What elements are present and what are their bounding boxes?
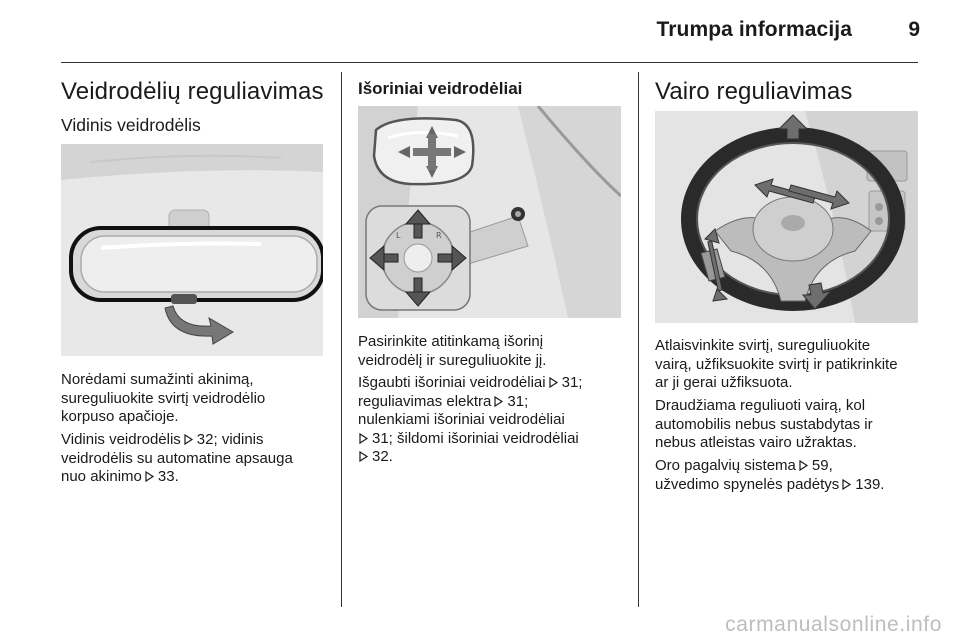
page-reference-arrow-icon: [798, 460, 809, 471]
text-line: Norėdami sumažinti akinimą,: [61, 371, 254, 388]
paragraph-interior-mirror-references: [61, 431, 293, 487]
page-reference-link[interactable]: 139.: [855, 475, 885, 493]
text-fragment: užvedimo spynelės padėtys: [655, 475, 840, 493]
page-reference-link[interactable]: 32.: [372, 448, 393, 465]
paragraph-glare-instructions: [61, 371, 265, 427]
text-fragment: nuo akinimo: [61, 468, 142, 485]
section-heading-steering-wheel-adjustment: Vairo reguliavimas: [655, 78, 853, 105]
page-reference-arrow-icon: [841, 479, 852, 490]
page-reference-arrow-icon: [183, 434, 194, 445]
column-divider-2: [638, 72, 639, 607]
text-line: ar ji gerai užfiksuota.: [655, 374, 793, 391]
paragraph-select-mirror: [358, 333, 546, 370]
interior-mirror-illustration: [61, 144, 323, 356]
text-fragment: reguliavimas elektra: [358, 392, 492, 410]
page-reference-arrow-icon: [144, 471, 155, 482]
subheading-exterior-mirrors: Išoriniai veidrodėliai: [358, 79, 523, 98]
svg-text:R: R: [436, 231, 442, 240]
text-fragment: Išgaubti išoriniai veidrodėliai: [358, 374, 546, 391]
text-line: korpuso apačioje.: [61, 408, 179, 425]
paragraph-steering-adjust-steps: [655, 337, 898, 393]
text-line: nulenkiami išoriniai veidrodėliai: [358, 411, 565, 428]
watermark: carmanualsonline.info: [725, 613, 942, 636]
text-line: veidrodėlį ir sureguliuokite jį.: [358, 351, 547, 369]
column-divider-1: [341, 72, 342, 607]
page-reference-link[interactable]: 31; šildomi išoriniai veidrodėliai: [372, 429, 579, 447]
page-reference-link[interactable]: 59,: [811, 457, 833, 474]
text-line: vairą, užfiksuokite svirtį ir patikrinkite: [655, 355, 898, 373]
text-line: nebus atleistas vairo užraktas.: [655, 434, 857, 451]
paragraph-exterior-mirror-references: [358, 374, 582, 467]
paragraph-steering-warning: [655, 397, 873, 453]
text-line: sureguliuokite svirtį veidrodėlio: [61, 389, 266, 407]
page-reference-arrow-icon: [358, 433, 369, 444]
page-header-title: Trumpa informacija: [656, 18, 852, 41]
page-reference-link[interactable]: 31;: [507, 392, 529, 410]
header-divider: [61, 62, 918, 63]
svg-text:L: L: [396, 231, 401, 240]
page-reference-link[interactable]: 32; vidinis: [196, 431, 264, 448]
text-line: automobilis nebus sustabdytas ir: [655, 415, 873, 433]
page-number: 9: [908, 18, 920, 41]
text-line: veidrodėlis su automatine apsauga: [61, 449, 293, 467]
steering-wheel-adjustment-illustration: [655, 111, 918, 323]
page-reference-arrow-icon: [358, 451, 369, 462]
page-reference-arrow-icon: [493, 396, 504, 407]
text-fragment: Vidinis veidrodėlis: [61, 431, 181, 448]
text-line: Pasirinkite atitinkamą išorinį: [358, 333, 544, 350]
exterior-mirror-controls-illustration: [358, 106, 621, 318]
paragraph-steering-references: [655, 457, 884, 494]
section-heading-mirror-adjustment: Veidrodėlių reguliavimas: [61, 78, 324, 105]
text-fragment: Oro pagalvių sistema: [655, 457, 796, 474]
page-reference-link[interactable]: 31;: [561, 374, 583, 391]
text-line: Atlaisvinkite svirtį, sureguliuokite: [655, 337, 871, 354]
subheading-interior-mirror: Vidinis veidrodėlis: [61, 115, 201, 135]
text-line: Draudžiama reguliuoti vairą, kol: [655, 397, 866, 414]
page-reference-link[interactable]: 33.: [157, 468, 179, 485]
page-reference-arrow-icon: [548, 377, 559, 388]
